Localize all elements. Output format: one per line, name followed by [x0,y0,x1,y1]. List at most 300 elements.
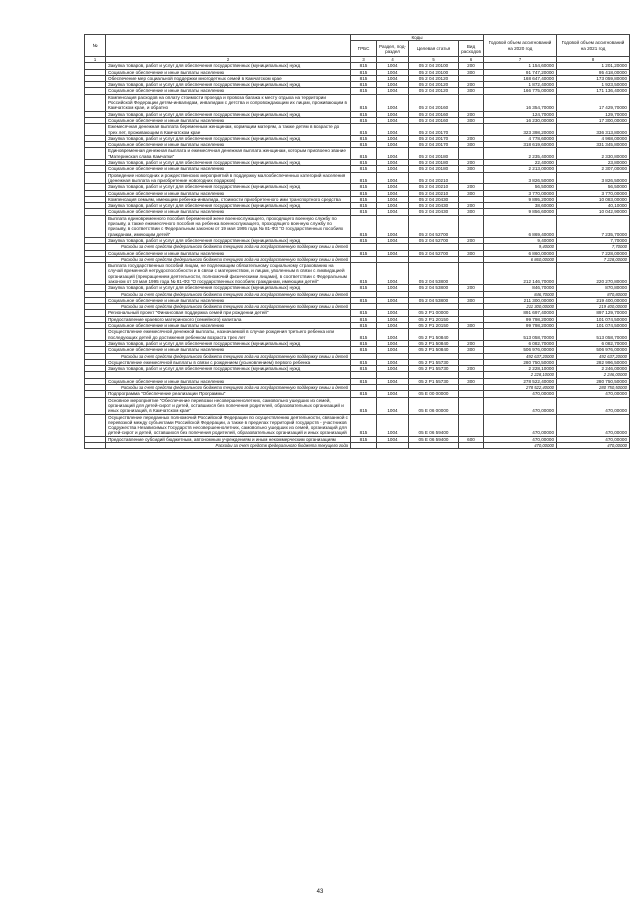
row-2021-cell: 6 082,70000 [557,340,630,346]
row-2020-cell: 470,00000 [484,391,557,397]
row-vr-cell [459,443,484,449]
row-2020-cell: 56,50000 [484,184,557,190]
row-grbs-cell: 815 [351,135,377,141]
row-razdel-cell: 1004 [377,172,409,184]
row-name-cell: Закупка товаров, работ и услуг для обеспечения государственных (муниципальных) нужд [106,203,351,209]
row-name-cell: Закупка товаров, работ и услуг для обеспечения государственных (муниципальных) нужд [106,135,351,141]
row-name-cell: Социальное обеспечение и иные выплаты населению [106,347,351,353]
row-razdel-cell: 1004 [377,347,409,353]
row-2021-cell: 17 300,00000 [557,117,630,123]
row-vr-cell [459,124,484,136]
row-2021-cell: 40,10000 [557,203,630,209]
col-number: 7 [484,57,557,63]
row-vr-cell: 300 [459,378,484,384]
row-2021-cell: 870,80000 [557,291,630,297]
row-csr-cell: 05 2 04 20180 [409,148,459,160]
row-name-cell: Закупка товаров, работ и услуг для обеспечения государственных (муниципальных) нужд [106,184,351,190]
row-csr-cell: 05 2 04 52700 [409,215,459,237]
row-2020-cell: 99 798,20000 [484,323,557,329]
row-2020-cell: 2 213,00000 [484,166,557,172]
row-2020-cell: 891 697,40000 [484,310,557,316]
row-csr-cell: 05 2 P1 50840 [409,347,459,353]
row-2021-cell: 7 235,70000 [557,215,630,237]
row-vr-cell: 600 [459,436,484,442]
row-name-cell: Социальное обеспечение и иные выплаты населению [106,142,351,148]
row-razdel-cell: 1004 [377,111,409,117]
col-grbs-header: ГРБС [351,41,377,57]
row-2020-cell: 212 146,70000 [484,263,557,285]
row-name-cell: Социальное обеспечение и иные выплаты населению [106,190,351,196]
table-row [85,172,630,184]
row-razdel-cell: 1004 [377,203,409,209]
row-2020-cell: 1 872,40000 [484,82,557,88]
row-number-cell [85,94,106,111]
row-name-cell: Предоставление субсидий бюджетным, автономным учреждениям и иным некоммерческим организациям [106,436,351,442]
row-csr-cell: 05 2 04 20180 [409,160,459,166]
row-name-cell: Компенсация семьям, имеющим ребенка-инвалида, стоимости приобретенного ими транспортного средства [106,196,351,202]
table-row [85,263,630,285]
row-razdel-cell: 1004 [377,63,409,69]
row-number-cell [85,443,106,449]
row-2020-cell: 99 798,20000 [484,316,557,322]
row-2021-cell: 23,80000 [557,160,630,166]
row-2021-cell: 470,00000 [557,443,630,449]
row-csr-cell: 05 2 04 53800 [409,285,459,291]
row-2021-cell: 7 228,00000 [557,250,630,256]
row-2021-cell: 513 058,70000 [557,329,630,341]
col-number: 8 [557,57,630,63]
row-2021-cell: 470,00000 [557,414,630,436]
row-2021-cell: 220 270,80000 [557,263,630,285]
row-csr-cell: 05 2 04 20430 [409,203,459,209]
row-csr-cell: 05 2 P1 55730 [409,378,459,384]
row-2021-cell: 1 923,50000 [557,82,630,88]
row-csr-cell: 05 2 04 20210 [409,184,459,190]
row-razdel-cell: 1004 [377,378,409,384]
row-razdel-cell: 1004 [377,184,409,190]
row-name-cell: Расходы за счет средств федерального бюджета текущего года на государственную поддержку семьи и детей [106,304,351,310]
row-razdel-cell: 1004 [377,263,409,285]
row-vr-cell: 300 [459,88,484,94]
row-name-cell: Социальное обеспечение и иные выплаты населению [106,88,351,94]
row-vr-cell: 200 [459,184,484,190]
row-razdel-cell: 1004 [377,250,409,256]
row-2020-cell: 6 860,00000 [484,250,557,256]
table-body [85,63,630,449]
col-number: 5 [409,57,459,63]
table-row [85,94,630,111]
row-name-cell: Закупка товаров, работ и услуг для обеспечения государственных (муниципальных) нужд [106,285,351,291]
row-2020-cell: 211 300,00000 [484,297,557,303]
row-2020-cell: 318 619,60000 [484,142,557,148]
row-2020-cell: 3 826,50000 [484,172,557,184]
row-csr-cell: 05 2 04 20180 [409,166,459,172]
row-2021-cell: 282 996,50000 [557,359,630,365]
row-name-cell: Социальное обеспечение и иные выплаты населению [106,209,351,215]
budget-table-page [84,34,629,449]
row-csr-cell: 05 2 04 20100 [409,63,459,69]
row-csr-cell: 05 2 04 20170 [409,142,459,148]
row-csr-cell: 05 2 04 20170 [409,135,459,141]
row-vr-cell: 200 [459,111,484,117]
row-number-cell [85,329,106,341]
row-csr-cell: 05 2 04 20120 [409,88,459,94]
row-2020-cell: 9 895,20000 [484,196,557,202]
table-row [85,397,630,414]
row-2021-cell: 1 201,20000 [557,63,630,69]
row-grbs-cell: 815 [351,172,377,184]
row-2021-cell: 10 083,00000 [557,196,630,202]
row-2021-cell: 173 059,80000 [557,75,630,81]
row-vr-cell [459,329,484,341]
row-vr-cell: 200 [459,63,484,69]
row-name-cell: Осуществление ежемесячной выплаты в связи с рождением (усыновлением) первого ребенка [106,359,351,365]
row-vr-cell [459,148,484,160]
row-grbs-cell: 815 [351,285,377,291]
row-2020-cell: 9 856,60000 [484,209,557,215]
row-grbs-cell: 815 [351,323,377,329]
row-grbs-cell: 815 [351,111,377,117]
row-razdel-cell: 1004 [377,135,409,141]
col-number: 2 [106,57,351,63]
row-grbs-cell: 815 [351,184,377,190]
row-2021-cell: 219 400,00000 [557,304,630,310]
row-vr-cell: 300 [459,250,484,256]
page-number: 43 [316,889,324,895]
row-vr-cell: 300 [459,142,484,148]
row-2020-cell: 4 778,60000 [484,135,557,141]
row-name-cell: Закупка товаров, работ и услуг для обеспечения государственных (муниципальных) нужд [106,366,351,372]
row-name-cell: Осуществление ежемесячной денежной выплаты, назначаемой в случае рождения третьего ребенка или последующих детей до достижения ребенком возраста трех лет [106,329,351,341]
row-vr-cell [459,94,484,111]
row-name-cell: Закупка товаров, работ и услуг для обеспечения государственных (муниципальных) нужд [106,340,351,346]
row-2020-cell: 16 354,70000 [484,94,557,111]
row-vr-cell: 200 [459,340,484,346]
row-2020-cell: 506 976,00000 [484,347,557,353]
row-name-cell: Расходы за счет средств федерального бюджета текущего года на государственную поддержку семьи и детей [106,244,351,250]
row-name-cell: Социальное обеспечение и иные выплаты населению [106,250,351,256]
table-row [85,148,630,160]
row-grbs-cell: 815 [351,166,377,172]
row-vr-cell: 300 [459,166,484,172]
row-2021-cell: 2 330,80000 [557,148,630,160]
row-2021-cell: 4 968,00000 [557,135,630,141]
row-csr-cell: 05 2 P1 50840 [409,340,459,346]
row-2020-cell: 9,40000 [484,237,557,243]
col-csr-header: Целевая статья [409,41,459,57]
row-number-cell [85,215,106,237]
row-razdel-cell: 1004 [377,310,409,316]
row-number-cell [85,172,106,184]
row-name-cell: Предоставление краевого материнского (семейного) капитала [106,316,351,322]
row-name-cell: Социальное обеспечение и иные выплаты населению [106,378,351,384]
row-name-cell: Закупка товаров, работ и услуг для обеспечения государственных (муниципальных) нужд [106,82,351,88]
row-2020-cell: 168 647,40000 [484,75,557,81]
row-number-cell [85,397,106,414]
row-2021-cell: 7 228,00000 [557,256,630,262]
row-csr-cell: 05 Е 00 00000 [409,391,459,397]
row-2021-cell: 2 246,00000 [557,372,630,378]
row-name-cell: Проведение новогодних и рождественских мероприятий в поддержку малообеспеченных категорий населения (денежная выплата на приобретение новогодних подарков) [106,172,351,184]
row-grbs-cell: 815 [351,148,377,160]
note-row [85,443,630,449]
col-name-header [106,35,351,57]
col-number-header: № [85,35,106,57]
row-vr-cell [459,414,484,436]
row-razdel-cell: 1004 [377,323,409,329]
row-csr-cell: 05 2 P1 50840 [409,329,459,341]
row-2021-cell: 897 129,70000 [557,310,630,316]
row-name-cell: Ежемесячная денежная выплата беременным женщинам, кормящим матерям, а также детям в возрасте до трех лет, проживающим в Камчатском крае [106,124,351,136]
row-number-cell [85,148,106,160]
row-name-cell: Расходы за счет средств федерального бюджета текущего года [106,443,351,449]
row-vr-cell: 200 [459,203,484,209]
row-vr-cell: 300 [459,323,484,329]
row-2021-cell: 2 307,00000 [557,166,630,172]
row-csr-cell: 05 2 04 20160 [409,117,459,123]
row-2021-cell: 331 345,80000 [557,142,630,148]
row-razdel-cell: 1004 [377,88,409,94]
row-name-cell: Социальное обеспечение и иные выплаты населению [106,323,351,329]
row-razdel-cell: 1004 [377,82,409,88]
row-2021-cell: 280 750,50000 [557,385,630,391]
row-grbs-cell: 815 [351,250,377,256]
row-razdel-cell: 1004 [377,94,409,111]
row-razdel-cell [377,443,409,449]
row-razdel-cell: 1004 [377,209,409,215]
row-2020-cell: 2 228,10000 [484,366,557,372]
row-razdel-cell: 1004 [377,166,409,172]
row-2021-cell: 3 770,00000 [557,190,630,196]
row-vr-cell: 300 [459,190,484,196]
row-2021-cell: 56,50000 [557,184,630,190]
row-grbs-cell: 815 [351,124,377,136]
row-2021-cell: 470,00000 [557,436,630,442]
table-row [85,329,630,341]
row-2021-cell: 492 637,20000 [557,353,630,359]
budget-table [84,34,630,449]
row-grbs-cell: 815 [351,203,377,209]
row-name-cell: Социальное обеспечение и иные выплаты населению [106,117,351,123]
row-2021-cell: 470,00000 [557,391,630,397]
col-2020-header: Годовой объем ассигнований на 2020 год [484,35,557,57]
row-name-cell: Подпрограмма "Обеспечение реализации Программы" [106,391,351,397]
row-csr-cell: 05 2 04 20210 [409,190,459,196]
row-csr-cell: 05 2 04 20160 [409,111,459,117]
row-name-cell: Осуществление переданных полномочий Российской Федерации по осуществлению деятельности, связанной с перевозкой между субъектами Российской Федерации, а также в пределах территорий государств - участников Содружества Независимых Государств несовершеннолетних, самовольно ушедших из семей, организаций для детей-сирот и детей, оставшихся без попечения родителей, образовательных организаций и иных организаций [106,414,351,436]
row-2020-cell: 323 398,20000 [484,124,557,136]
row-vr-cell: 200 [459,285,484,291]
row-2021-cell: 129,70000 [557,111,630,117]
row-number-cell [85,263,106,285]
row-name-cell: Выплата государственных пособий лицам, не подлежащим обязательному социальному страхованию на случай временной нетрудоспособности и в связи с материнством, и лицам, уволенным в связи с ликвидацией организаций (прекращением деятельности, полномочий физическими лицами), в соответствии с Федеральным законом от 19 мая 1995 года № 81-ФЗ "О государственных пособиях гражданам, имеющим детей" [106,263,351,285]
row-razdel-cell: 1004 [377,190,409,196]
row-vr-cell: 200 [459,82,484,88]
row-2021-cell: 336 313,80000 [557,124,630,136]
row-grbs-cell: 815 [351,94,377,111]
row-vr-cell [459,215,484,237]
row-razdel-cell: 1004 [377,196,409,202]
row-name-cell: Расходы за счет средств федерального бюджета текущего года на государственную поддержку семьи и детей [106,256,351,262]
row-name-cell: Региональный проект "Финансовая поддержка семей при рождении детей" [106,310,351,316]
row-name-cell: Закупка товаров, работ и услуг для обеспечения государственных (муниципальных) нужд [106,111,351,117]
row-csr-cell: 05 2 04 52700 [409,250,459,256]
row-grbs-cell: 815 [351,88,377,94]
row-name-cell: Расходы за счет средств федерального бюджета текущего года на государственную поддержку семьи и детей [106,385,351,391]
row-grbs-cell: 815 [351,196,377,202]
row-2020-cell: 166 775,00000 [484,88,557,94]
row-csr-cell: 05 2 P1 00000 [409,310,459,316]
row-razdel-cell: 1004 [377,297,409,303]
table-row [85,215,630,237]
row-grbs-cell: 815 [351,160,377,166]
row-2020-cell: 211 300,00000 [484,304,557,310]
row-name-cell: Социальное обеспечение и иные выплаты населению [106,166,351,172]
row-grbs-cell: 815 [351,359,377,365]
row-vr-cell: 200 [459,237,484,243]
row-2021-cell: 280 750,50000 [557,378,630,384]
row-grbs-cell: 815 [351,82,377,88]
row-csr-cell: 05 2 04 52700 [409,237,459,243]
row-2020-cell: 278 522,40000 [484,385,557,391]
row-grbs-cell: 815 [351,297,377,303]
row-csr-cell: 05 2 P1 55730 [409,359,459,365]
row-vr-cell: 200 [459,366,484,372]
row-name-cell: Закупка товаров, работ и услуг для обеспечения государственных (муниципальных) нужд [106,237,351,243]
col-number: 4 [377,57,409,63]
row-csr-cell: 05 Е 06 59400 [409,436,459,442]
row-grbs-cell: 815 [351,329,377,341]
row-2020-cell: 470,00000 [484,414,557,436]
row-grbs-cell: 815 [351,347,377,353]
row-2021-cell: 219 400,00000 [557,297,630,303]
row-number-cell [85,414,106,436]
row-2020-cell: 846,70000 [484,285,557,291]
table-row [85,124,630,136]
row-2020-cell: 2 228,10000 [484,372,557,378]
row-2021-cell: 101 074,50000 [557,316,630,322]
row-2020-cell: 2 235,40000 [484,148,557,160]
row-2021-cell: 7,70000 [557,237,630,243]
row-2020-cell: 6 082,70000 [484,340,557,346]
row-2020-cell: 846,70000 [484,291,557,297]
row-razdel-cell: 1004 [377,414,409,436]
row-number-cell [85,124,106,136]
row-csr-cell: 05 2 04 20160 [409,94,459,111]
row-grbs-cell: 815 [351,75,377,81]
row-2020-cell: 280 750,50000 [484,359,557,365]
row-2020-cell: 16 230,00000 [484,117,557,123]
row-csr-cell: 05 2 P1 55730 [409,366,459,372]
row-2020-cell: 513 058,70000 [484,329,557,341]
row-razdel-cell: 1004 [377,124,409,136]
row-2020-cell: 470,00000 [484,443,557,449]
row-csr-cell: 05 Е 06 59400 [409,414,459,436]
row-grbs-cell: 815 [351,378,377,384]
col-number: 6 [459,57,484,63]
row-name-cell: Обеспечение мер социальной поддержки многодетных семей в Камчатском крае [106,75,351,81]
row-grbs-cell: 815 [351,209,377,215]
row-csr-cell: 05 2 04 53800 [409,263,459,285]
row-vr-cell: 300 [459,69,484,75]
row-razdel-cell: 1004 [377,329,409,341]
row-grbs-cell: 815 [351,215,377,237]
codes-header: Коды [351,35,484,41]
row-csr-cell: 05 Е 06 00000 [409,397,459,414]
row-grbs-cell: 815 [351,263,377,285]
row-vr-cell: 300 [459,117,484,123]
row-grbs-cell: 815 [351,63,377,69]
row-2020-cell: 470,00000 [484,436,557,442]
row-vr-cell: 300 [459,347,484,353]
row-grbs-cell: 815 [351,310,377,316]
row-csr-cell: 05 2 04 20170 [409,124,459,136]
row-vr-cell [459,397,484,414]
row-grbs-cell: 815 [351,391,377,397]
row-razdel-cell: 1004 [377,75,409,81]
row-csr-cell: 05 2 04 20210 [409,172,459,184]
row-csr-cell: 05 2 04 20120 [409,82,459,88]
col-number: 3 [351,57,377,63]
row-csr-cell: 05 2 04 20100 [409,69,459,75]
row-2020-cell: 470,00000 [484,397,557,414]
row-2020-cell: 91 747,20000 [484,69,557,75]
row-razdel-cell: 1004 [377,436,409,442]
row-2021-cell: 470,00000 [557,397,630,414]
row-vr-cell: 300 [459,297,484,303]
row-razdel-cell: 1004 [377,397,409,414]
row-csr-cell: 05 2 P1 20150 [409,323,459,329]
row-name-cell: Компенсация расходов на оплату стоимости проезда и провоза багажа к месту отдыха на территории Российской Федерации детям-инвалидам, инвалидам с детства и сопровождающим их лицам, проживающим в Камчатском крае, и обратно [106,94,351,111]
row-grbs-cell [351,443,377,449]
row-name-cell: Закупка товаров, работ и услуг для обеспечения государственных (муниципальных) нужд [106,160,351,166]
row-2020-cell: 22,40000 [484,160,557,166]
row-csr-cell [409,443,459,449]
row-razdel-cell: 1004 [377,391,409,397]
col-razdel-header: Раздел, под-раздел [377,41,409,57]
row-razdel-cell: 1004 [377,148,409,160]
row-razdel-cell: 1004 [377,316,409,322]
row-grbs-cell: 815 [351,142,377,148]
row-razdel-cell: 1004 [377,117,409,123]
row-name-cell: Выплата единовременного пособия беременной жене военнослужащего, проходящего военную службу по призыву, а также ежемесячного пособия на ребенка военнослужащего, проходящего военную службу по призыву, в соответствии с Федеральным законом от 19 мая 1995 года № 81-ФЗ "О государственных пособиях гражданам, имеющим детей" [106,215,351,237]
col-2021-header: Годовой объем ассигнований на 2021 год [557,35,630,57]
row-csr-cell: 05 2 04 20430 [409,209,459,215]
row-2020-cell: 6 869,40000 [484,215,557,237]
row-grbs-cell: 815 [351,190,377,196]
row-name-cell: Расходы за счет средств федерального бюджета текущего года на государственную поддержку семьи и детей [106,291,351,297]
row-2020-cell: 492 637,20000 [484,353,557,359]
row-razdel-cell: 1004 [377,285,409,291]
row-csr-cell: 05 2 04 53800 [409,297,459,303]
row-grbs-cell: 815 [351,237,377,243]
row-vr-cell [459,263,484,285]
row-2020-cell: 278 522,40000 [484,378,557,384]
row-grbs-cell: 815 [351,69,377,75]
row-razdel-cell: 1004 [377,366,409,372]
row-grbs-cell: 815 [351,316,377,322]
col-vr-header: Вид расходов [459,41,484,57]
row-razdel-cell: 1004 [377,359,409,365]
row-grbs-cell: 815 [351,397,377,414]
row-2021-cell: 870,80000 [557,285,630,291]
row-2021-cell: 7,70000 [557,244,630,250]
row-name-cell: Единовременная денежная выплата и ежемесячная денежная выплата женщинам, которым присвоено звание "Материнская слава Камчатки" [106,148,351,160]
row-2021-cell: 10 042,90000 [557,209,630,215]
row-2021-cell: 3 826,50000 [557,172,630,184]
row-vr-cell [459,172,484,184]
row-2020-cell: 6 860,00000 [484,256,557,262]
